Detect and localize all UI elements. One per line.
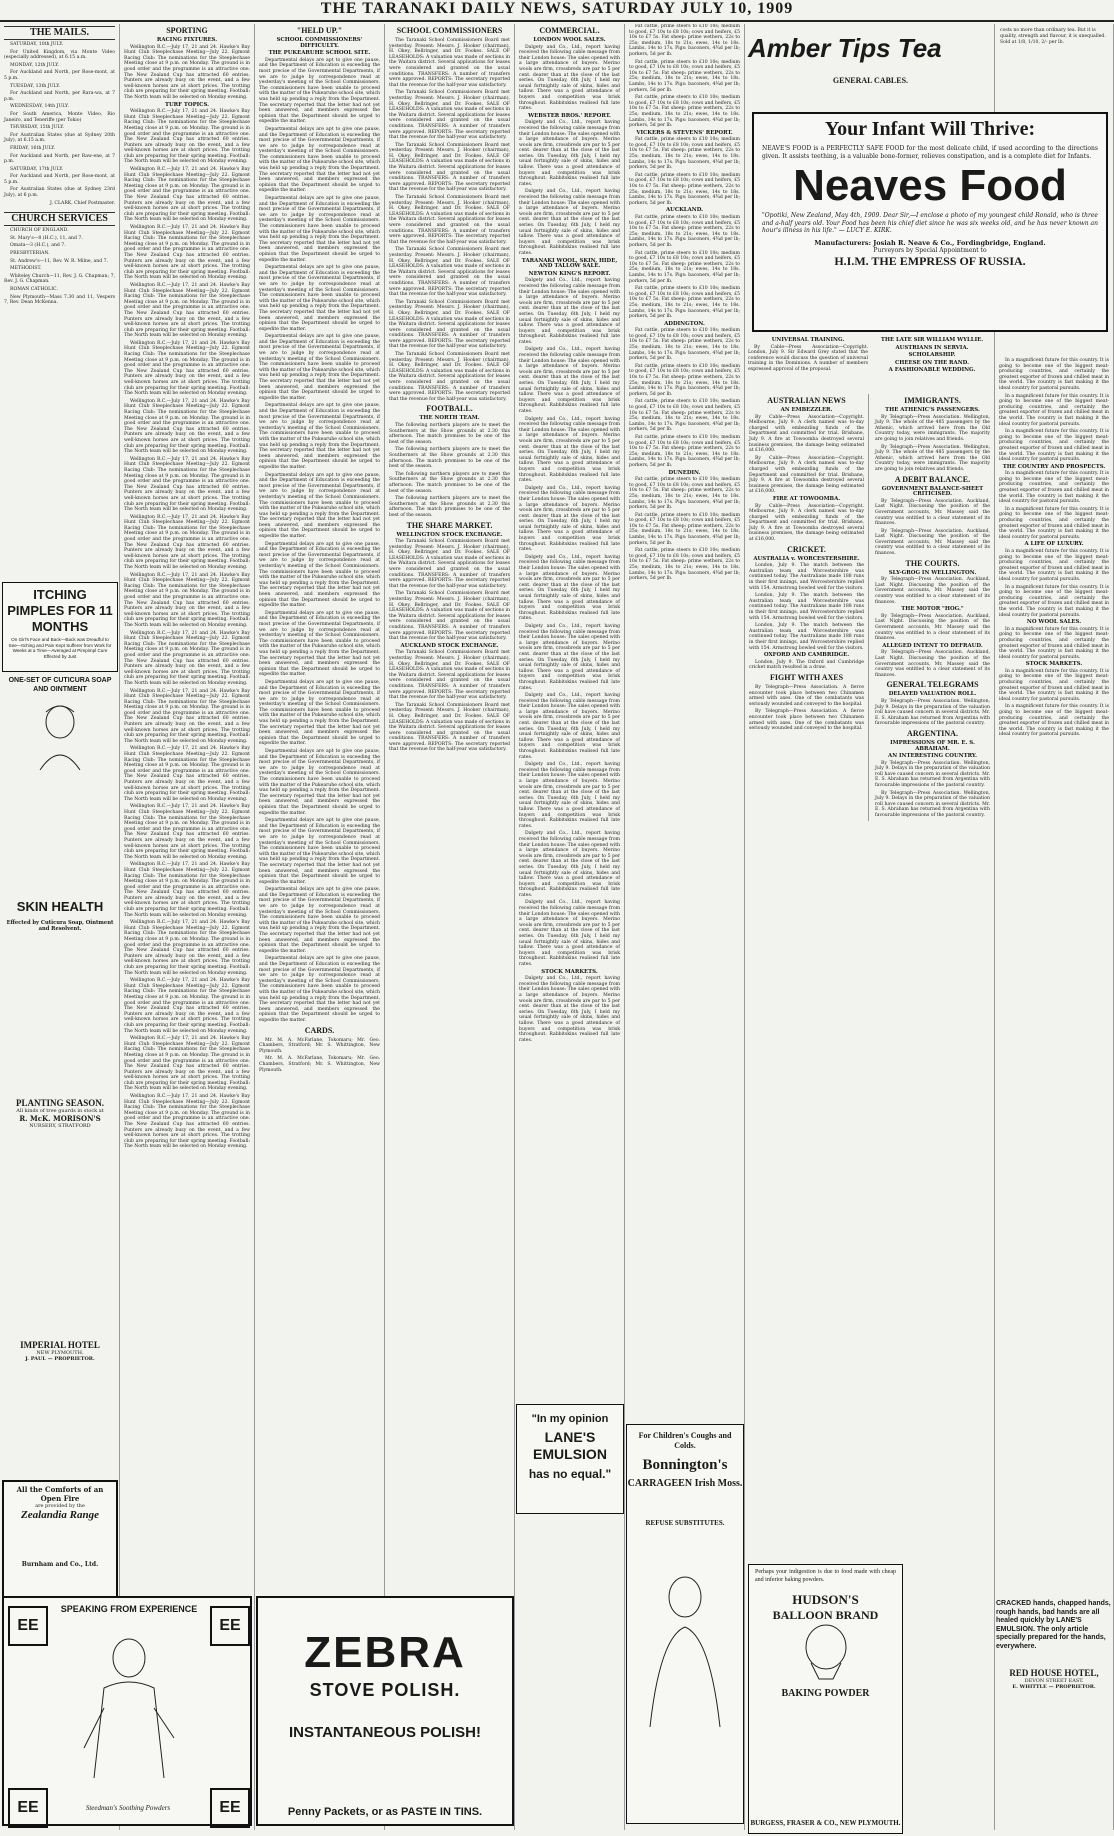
sporting-text: Wellington R.C.—July 17, 21 and 24. Hawke's Bay Hunt Club Steeplechase Meeting—July 22. Egmont Racing Club: The nominations for the Steeplechase Meeting close at 9 p.m. on Monday. The ground is in good order and the programme is an attractive one. The New Zealand Cup has attracted 60 entries. Punters are already busy on the event, and a few well-known horses are at short prices. The trotting club are preparing for their spring meeting. Football: The North team will be selected on Monday evening. <box>124 862 250 918</box>
cables-text: By Cable—Press Association—Copyright. London, July 9. Sir Edward Grey stated that the conference would discuss the question of universal training in the Dominions. A number of members expressed approval of the proposal. <box>748 344 868 372</box>
held-up-text: Departmental delays are apt to give one pause, and the Department of Education is exceeding the most precise of the Governmental Departments, if we are to judge by correspondence read at yesterday's meeting of the School Commissioners. The commissioners have been unable to proceed with the matter of the Pukearuhe school site, which was held up pending a reply from the Department. The secretary reported that the letter had not yet been answered, and members expressed the opinion that the Department should be urged to expedite the matter. <box>259 818 380 885</box>
prices-text: Fat cattle, prime steers to £10 10s; medium to good, £7 10s to £8 10s; cows and heifers, £5 10s to £7 5s. Fat sheep: prime wethers, 22s to 25s; medium, 18s to 21s; ewes, 14s to 18s. Lambs, 14s to 17s. Pigs: baconers, 4¾d per lb; porkers, 5d per lb. <box>629 172 740 206</box>
share-market-heading: THE SHARE MARKET. <box>406 520 493 530</box>
held-up-text: Departmental delays are apt to give one pause, and the Department of Education is exceeding the most precise of the Governmental Departments, if we are to judge by correspondence read at yesterday's meeting of the School Commissioners. The commissioners have been unable to proceed with the matter of the Pukearuhe school site, which was held up pending a reply from the Department. The secretary reported that the letter had not yet been answered, and members expressed the opinion that the Department should be urged to expedite the matter. <box>259 334 380 401</box>
mails-entry: WEDNESDAY, 14th JULY. <box>10 104 69 110</box>
football-text: The following northern players are to meet the Southerners at the Show grounds at 2.30 this afternoon. The match promises to be one of the best of the season. <box>389 423 510 445</box>
sporting-text: Wellington R.C.—July 17, 21 and 24. Hawke's Bay Hunt Club Steeplechase Meeting—July 22. Egmont Racing Club: The nominations for the Steeplechase Meeting close at 9 p.m. on Monday. The ground is in good order and the programme is an attractive one. The New Zealand Cup has attracted 60 entries. Punters are already busy on the event, and a few well-known horses are at short prices. The trotting club are preparing for their spring meeting. Football: The North team will be selected on Monday evening. <box>124 109 250 165</box>
zebra-line2: INSTANTANEOUS POLISH! <box>289 1724 481 1741</box>
woman-illustration <box>640 1567 730 1727</box>
share-text: The Taranaki School Commissioners Board met yesterday. Present: Messrs. J. Hooker (chairman), H. Okey, Bellringer, and Dr. Fookes. SALE OF LEASEHOLDS: A valuation was made of sections in the Waitara district. Several applications for leases were considered and granted on the usual conditions. TRANSFERS: A number of transfers were approved. REPORTS: The secretary reported that the revenue for the half-year was satisfactory. <box>389 650 510 701</box>
mails-entry: For Auckland and North, per Rose-mont, at 5 p.m. <box>4 70 115 81</box>
share-text: The Taranaki School Commissioners Board met yesterday. Present: Messrs. J. Hooker (chairman), H. Okey, Bellringer, and Dr. Fookes. SALE OF LEASEHOLDS: A valuation was made of sections in the Waitara district. Several applications for leases were considered and granted on the usual conditions. TRANSFERS: A number of transfers were approved. REPORTS: The secretary reported that the revenue for the half-year was satisfactory. <box>389 702 510 753</box>
held-up-text: Departmental delays are apt to give one pause, and the Department of Education is exceeding the most precise of the Governmental Departments, if we are to judge by correspondence read at yesterday's meeting of the School Commissioners. The commissioners have been unable to proceed with the matter of the Pukearuhe school site, which was held up pending a reply from the Department. The secretary reported that the letter had not yet been answered, and members expressed the opinion that the Department should be urged to expedite the matter. <box>259 887 380 954</box>
imperial-title: IMPERIAL HOTEL <box>20 1340 100 1350</box>
cricket-text: London, July 9. The match between the Australian team and Worcestershire was continued today. The Australians made 188 runs in their first innings, and Worcestershire replied with 154. Armstrong bowled well for the visitors. <box>749 593 864 621</box>
school-text: The Taranaki School Commissioners Board met yesterday. Present: Messrs. J. Hooker (chairman), H. Okey, Bellringer, and Dr. Fookes. SALE OF LEASEHOLDS: A valuation was made of sections in the Waitara district. Several applications for leases were considered and granted on the usual conditions. TRANSFERS: A number of transfers were approved. REPORTS: The secretary reported that the revenue for the half-year was satisfactory. <box>389 195 510 245</box>
held-up-subheading-2: THE PUKEARUHE SCHOOL SITE. <box>268 50 371 57</box>
cables-right <box>872 336 992 375</box>
sporting-text: Wellington R.C.—July 17, 21 and 24. Hawke's Bay Hunt Club Steeplechase Meeting—July 22. Egmont Racing Club: The nominations for the Steeplechase Meeting close at 9 p.m. on Monday. The ground is in good order and the programme is an attractive one. The New Zealand Cup has attracted 60 entries. Punters are already busy on the event, and a few well-known horses are at short prices. The trotting club are preparing for their spring meeting. Football: The North team will be selected on Monday evening. <box>124 225 250 281</box>
mails-entry: For Australian States (due at Sydney 23rd July), at 6 p.m. <box>4 187 115 199</box>
hudson-agents: BURGESS, FRASER & CO., NEW PLYMOUTH. <box>750 1819 901 1827</box>
wedding-heading: A FASHIONABLE WEDDING. <box>888 367 976 374</box>
commercial-text: Dalgety and Co., Ltd., report having received the following cable message from their London house: The sales opened with a large attendance of buyers. Merino wools are firm, crossbreds are par to 5 per cent. dearer than at the close of the last series. On Tuesday, 6th July, I held my usual fortnightly sale of skins, hides and tallow. There was a good attendance of buyers and competition was brisk throughout. Rabbitskins realised full late rates. <box>519 120 620 187</box>
courts-text: By Telegraph—Press Association. Auckland, Last Night. Discussing the position of the Government accounts, Mr. Massey said the country was entitled to a clear statement of its finances. <box>875 613 990 642</box>
ee-logo-bottom-left: EE <box>8 1788 48 1828</box>
no-wool-sales-heading: NO WOOL SALES. <box>1026 619 1082 626</box>
mails-entry: For Auckland and North, per Rose-mont, at 5 p.m. <box>4 174 115 185</box>
prices-text: Fat cattle, prime steers to £10 10s; medium to good, £7 10s to £8 10s; cows and heifers, £5 10s to £7 5s. Fat sheep: prime wethers, 22s to 25s; medium, 18s to 21s; ewes, 14s to 18s. Lambs, 14s to 17s. Pigs: baconers, 4¾d per lb; porkers, 5d per lb. <box>629 59 740 93</box>
hudson-brand3: BAKING POWDER <box>781 1688 870 1699</box>
share-text: The Taranaki School Commissioners Board met yesterday. Present: Messrs. J. Hooker (chairman), H. Okey, Bellringer, and Dr. Fookes. SALE OF LEASEHOLDS: A valuation was made of sections in the Waitara district. Several applications for leases were considered and granted on the usual conditions. TRANSFERS: A number of transfers were approved. REPORTS: The secretary reported that the revenue for the half-year was satisfactory. <box>389 539 510 589</box>
newton-king-heading: NEWTON KING'S REPORT. <box>528 270 611 277</box>
oxford-text: London, July 9. The Oxford and Cambridge cricket match resulted in a draw. <box>749 659 864 671</box>
football-text: The following northern players are to meet the Southerners at the Show grounds at 2.30 this afternoon. The match promises to be one of the best of the season. <box>389 496 510 518</box>
hudson-brand1: HUDSON'S <box>792 1592 859 1607</box>
red-house-title: RED HOUSE HOTEL, <box>1009 1668 1099 1678</box>
sporting-text: Wellington R.C.—July 17, 21 and 24. Hawke's Bay Hunt Club Steeplechase Meeting—July 22. Egmont Racing Club: The nominations for the Steeplechase Meeting close at 9 p.m. on Monday. The ground is in good order and the programme is an attractive one. The New Zealand Cup has attracted 60 entries. Punters are already busy on the event, and a few well-known horses are at short prices. The trotting club are preparing for their spring meeting. Football: The North team will be selected on Monday evening. <box>124 688 250 744</box>
zealandia-title: All the Comforts of an Open Fire <box>16 1485 104 1503</box>
sporting-heading: SPORTING <box>166 26 208 35</box>
neaves-royal-pre: Purveyors by Special Appointment to <box>873 246 987 254</box>
mails-entry: FRIDAY, 16th JULY. <box>10 145 56 151</box>
prices-text: Fat cattle, prime steers to £10 10s; medium to good, £7 10s to £8 10s; cows and heifers, £5 10s to £7 5s. Fat sheep: prime wethers, 22s to 25s; medium, 18s to 21s; ewes, 14s to 18s. Lambs, 14s to 17s. Pigs: baconers, 4¾d per lb; porkers, 5d per lb. <box>629 477 740 511</box>
doctor-illustration <box>74 1628 184 1778</box>
courts-text: By Telegraph—Press Association. Auckland, Last Night. Discussing the position of the Government accounts, Mr. Massey said the country was entitled to a clear statement of its finances. <box>875 650 990 678</box>
school-heading: SCHOOL COMMISSIONERS <box>396 26 503 35</box>
prices-text: Fat cattle, prime steers to £10 10s; medium to good, £7 10s to £8 10s; cows and heifers, £5 10s to £7 5s. Fat sheep: prime wethers, 22s to 25s; medium, 18s to 21s; ewes, 14s to 18s. Lambs, 14s to 17s. Pigs: baconers, 4¾d per lb; porkers, 5d per lb. <box>629 363 740 397</box>
prices-text: Fat cattle, prime steers to £10 10s; medium to good, £7 10s to £8 10s; cows and heifers, £5 10s to £7 5s. Fat sheep: prime wethers, 22s to 25s; medium, 18s to 21s; ewes, 14s to 18s. Lambs, 14s to 17s. Pigs: baconers, 4¾d per lb; porkers, 5d per lb. <box>629 24 740 57</box>
zealandia-sub: are provided by the <box>35 1503 85 1509</box>
right-text: In a magnificent future for this country. It is going to become one of the biggest meat-producing countries, and certainly the greatest exporter of frozen and chilled meat in the world. The country is fast making it the ideal country for pastoral pursuits. <box>999 549 1109 582</box>
held-up-text: Departmental delays are apt to give one pause, and the Department of Education is exceeding the most precise of the Governmental Departments, if we are to judge by correspondence read at yesterday's meeting of the School Commissioners. The commissioners have been unable to proceed with the matter of the Pukearuhe school site, which was held up pending a reply from the Department. The secretary reported that the letter had not yet been answered, and members expressed the opinion that the Department should be urged to expedite the matter. <box>259 57 380 125</box>
bonnington-refuse: REFUSE SUBSTITUTES. <box>645 1519 725 1527</box>
debit-heading: A DEBIT BALANCE. <box>894 474 971 484</box>
balloon-icon <box>791 1623 861 1683</box>
church-entry: Whiteley Church—11, Rev. J. G. Chapman; 7, Rev. J. G. Chapman. <box>4 273 115 285</box>
school-text: The Taranaki School Commissioners Board met yesterday. Present: Messrs. J. Hooker (chairman), H. Okey, Bellringer, and Dr. Fookes. SALE OF LEASEHOLDS: A valuation was made of sections in the Waitara district. Several applications for leases were considered and granted on the usual conditions. TRANSFERS: A number of transfers were approved. REPORTS: The secretary reported that the revenue for the half-year was satisfactory. <box>389 38 510 88</box>
school-text: The Taranaki School Commissioners Board met yesterday. Present: Messrs. J. Hooker (chairman), H. Okey, Bellringer, and Dr. Fookes. SALE OF LEASEHOLDS: A valuation was made of sections in the Waitara district. Several applications for leases were considered and granted on the usual conditions. TRANSFERS: A number of transfers were approved. REPORTS: The secretary reported that the revenue for the half-year was satisfactory. <box>389 299 510 350</box>
neaves-headline: Your Infant Will Thrive: <box>824 118 1036 140</box>
held-up-text: Departmental delays are apt to give one pause, and the Department of Education is exceeding the most precise of the Governmental Departments, if we are to judge by correspondence read at yesterday's meeting of the School Commissioners. The commissioners have been unable to proceed with the matter of the Pukearuhe school site, which was held up pending a reply from the Department. The secretary reported that the letter had not yet been answered, and members expressed the opinion that the Department should be urged to expedite the matter. <box>259 749 380 816</box>
right-text: In a magnificent future for this country. It is going to become one of the biggest meat-producing countries, and certainly the greatest exporter of frozen and chilled meat in the world. The country is fast making it the ideal country for pastoral pursuits. <box>999 704 1109 738</box>
athenic-heading: THE ATHENIC'S PASSENGERS. <box>885 407 980 413</box>
football-text: The following northern players are to meet the Southerners at the Show grounds at 2.30 this afternoon. The match promises to be one of the best of the season. <box>389 447 510 470</box>
right-text: In a magnificent future for this country. It is going to become one of the biggest meat-producing countries, and certainly the greatest exporter of frozen and chilled meat in the world. The country is fast making it the ideal country for pastoral pursuits. <box>999 358 1109 391</box>
lane-quote: "In my opinion <box>531 1413 609 1425</box>
mails-entry: THURSDAY, 15th JULY. <box>10 125 65 131</box>
commercial-text: Dalgety and Co., Ltd., report having received the following cable message from their London house: The sales opened with a large attendance of buyers. Merino wools are firm, crossbreds are par to 5 per cent. dearer than at the close of the last series. On Tuesday, 6th July, I held my usual fortnightly sale of skins, hides and tallow. There was a good attendance of buyers and competition was brisk throughout. Rabbitskins realised full late rates. <box>519 44 620 112</box>
sporting-text: Wellington R.C.—July 17, 21 and 24. Hawke's Bay Hunt Club Steeplechase Meeting—July 22. Egmont Racing Club: The nominations for the Steeplechase Meeting close at 9 p.m. on Monday. The ground is in good order and the programme is an attractive one. The New Zealand Cup has attracted 60 entries. Punters are already busy on the event, and a few well-known horses are at short prices. The trotting club are preparing for their spring meeting. Football: The North team will be selected on Monday evening. <box>124 978 250 1034</box>
argentina-subheading: IMPRESSIONS OF MR. E. S. ABRAHAM. <box>890 739 975 752</box>
valuation-roll-heading: DELAYED VALUATION ROLL. <box>888 691 977 698</box>
imperial-hotel-ad <box>2 1340 118 1470</box>
sporting-text: Wellington R.C.—July 17, 21 and 24. Hawke's Bay Hunt Club Steeplechase Meeting—July 22. Egmont Racing Club: The nominations for the Steeplechase Meeting close at 9 p.m. on Monday. The ground is in good order and the programme is an attractive one. The New Zealand Cup has attracted 60 entries. Punters are already busy on the event, and a few well-known horses are at short prices. The trotting club are preparing for their spring meeting. Football: The North team will be selected on Monday evening. <box>124 456 250 513</box>
turf-topics-heading: TURF TOPICS. <box>164 101 210 108</box>
ee-logo-right: EE <box>210 1606 250 1646</box>
commercial-text: Dalgety and Co., Ltd., report having received the following cable message from their London house: The sales opened with a large attendance of buyers. Merino wools are firm, crossbreds are par to 5 per cent. dearer than at the close of the last series. On Tuesday, 6th July, I held my usual fortnightly sale of skins, hides and tallow. There was a good attendance of buyers and competition was brisk throughout. Rabbitskins realised full late rates. <box>519 831 620 898</box>
church-entry: ROMAN CATHOLIC. <box>10 287 58 292</box>
column-sporting <box>120 24 255 1830</box>
church-entry: New Plymouth—Mass 7.30 and 11, Vespers 7, Rev. Dean McKenna. <box>4 294 115 306</box>
immigrants-text: By Telegraph—Press Association. Wellington, July 9. The whole of the 485 passengers by the Athenic, which arrived here from the Old Country today, were immigrants. The majority are going to join relatives and friends. <box>875 414 990 442</box>
cracked-hands-ad: CRACKED hands, chapped hands, rough hands, bad hands are all healed quickly by LANE'S EMULSION. The only article specially prepared for the hands, everywhere. <box>996 1600 1111 1650</box>
commercial-heading: COMMERCIAL. <box>539 26 600 35</box>
red-house-sub: DEVON STREET EAST. <box>1024 1678 1084 1684</box>
mails-entry: SATURDAY, 10th JULY. <box>10 42 64 47</box>
fight-text: By Telegraph—Press Association. A fierce encounter took place between two Chinamen armed with axes. One of the combatants was seriously wounded and conveyed to the hospital. <box>749 684 864 707</box>
neaves-brand: Neaves Food <box>793 161 1067 210</box>
held-up-text: Departmental delays are apt to give one pause, and the Department of Education is exceeding the most precise of the Governmental Departments, if we are to judge by correspondence read at yesterday's meeting of the School Commissioners. The commissioners have been unable to proceed with the matter of the Pukearuhe school site, which was held up pending a reply from the Department. The secretary reported that the letter had not yet been answered, and members expressed the opinion that the Department should be urged to expedite the matter. <box>259 679 380 747</box>
held-up-heading: "HELD UP." <box>296 26 343 35</box>
held-up-text: Departmental delays are apt to give one pause, and the Department of Education is exceeding the most precise of the Governmental Departments, if we are to judge by correspondence read at yesterday's meeting of the School Commissioners. The commissioners have been unable to proceed with the matter of the Pukearuhe school site, which was held up pending a reply from the Department. The secretary reported that the letter had not yet been answered, and members expressed the opinion that the Department should be urged to expedite the matter. <box>259 265 380 332</box>
skin-health-sub: Effected by Cuticura Soap, Ointment and Resolvent. <box>6 920 114 932</box>
football-text: The following northern players are to meet the Southerners at the Show grounds at 2.30 this afternoon. The match promises to be one of the best of the season. <box>389 471 510 494</box>
commercial-text: Dalgety and Co., Ltd., report having received the following cable message from their London house: The sales opened with a large attendance of buyers. Merino wools are firm, crossbreds are par to 5 per cent. dearer than at the close of the last series. On Tuesday, 6th July, I held my usual fortnightly sale of skins, hides and tallow. There was a good attendance of buyers and competition was brisk throughout. Rabbitskins realised full late rates. <box>519 623 620 691</box>
sporting-text: Wellington R.C.—July 17, 21 and 24. Hawke's Bay Hunt Club Steeplechase Meeting—July 22. Egmont Racing Club: The nominations for the Steeplechase Meeting close at 9 p.m. on Monday. The ground is in good order and the programme is an attractive one. The New Zealand Cup has attracted 60 entries. Punters are already busy on the event, and a few well-known horses are at short prices. The trotting club are preparing for their spring meeting. Football: The North team will be selected on Monday evening. <box>124 167 250 223</box>
australian-text: By Cable—Press Association—Copyright. Melbourne, July 9. A clerk named was to-day charged with embezzling funds of the Department and committed for trial. Brisbane, July 9. A fire at Towoomba destroyed several business premises, the damage being estimated at £16,000. <box>749 414 864 454</box>
commercial-text: Dalgety and Co., Ltd., report having received the following cable message from their London house: The sales opened with a large attendance of buyers. Merino wools are firm, crossbreds are par to 5 per cent. dearer than at the close of the last series. On Tuesday, 6th July, I held my usual fortnightly sale of skins, hides and tallow. There was a good attendance of buyers and competition was brisk throughout. Rabbitskins realised full late rates. <box>519 554 620 622</box>
sporting-text: Wellington R.C.—July 17, 21 and 24. Hawke's Bay Hunt Club Steeplechase Meeting—July 22. Egmont Racing Club: The nominations for the Steeplechase Meeting close at 9 p.m. on Monday. The ground is in good order and the programme is an attractive one. The New Zealand Cup has attracted 60 entries. Punters are already busy on the event, and a few well-known horses are at short prices. The trotting club are preparing for their spring meeting. Football: The North team will be selected on Monday evening. <box>124 572 250 628</box>
wyllie-heading: THE LATE SIR WILLIAM WYLLIE. <box>880 337 984 343</box>
prices-text: Fat cattle, prime steers to £10 10s; medium to good, £7 10s to £8 10s; cows and heifers, £5 10s to £7 5s. Fat sheep: prime wethers, 22s to 25s; medium, 18s to 21s; ewes, 14s to 18s. Lambs, 14s to 17s. Pigs: baconers, 4¾d per lb; porkers, 5d per lb. <box>629 286 740 320</box>
right-text: In a magnificent future for this country. It is going to become one of the biggest meat-producing countries, and certainly the greatest exporter of frozen and chilled meat in the world. The country is fast making it the ideal country for pastoral pursuits. <box>999 393 1109 427</box>
bonnington-sub: CARRAGEEN Irish Moss. <box>627 1478 743 1489</box>
immigrants-heading: IMMIGRANTS. <box>904 396 961 405</box>
right-text: In a magnificent future for this country. It is going to become one of the biggest meat-producing countries, and certainly the greatest exporter of frozen and chilled meat in the world. The country is fast making it the ideal country for pastoral pursuits. <box>999 506 1109 540</box>
morison-name: R. McK. MORISON'S <box>19 1114 101 1123</box>
wool-sales-heading: LONDON WOOL SALES. <box>533 37 606 43</box>
country-prospects-heading: THE COUNTRY AND PROSPECTS. <box>1002 463 1106 470</box>
immigrants-text: By Telegraph—Press Association. Wellington, July 9. The whole of the 485 passengers by the Athenic, which arrived here from the Old Country today, were immigrants. The majority are going to join relatives and friends. <box>875 444 990 472</box>
sporting-text: Wellington R.C.—July 17, 21 and 24. Hawke's Bay Hunt Club Steeplechase Meeting—July 22. Egmont Racing Club: The nominations for the Steeplechase Meeting close at 9 p.m. on Monday. The ground is in good order and the programme is an attractive one. The New Zealand Cup has attracted 60 entries. Punters are already busy on the event, and a few well-known horses are at short prices. The trotting club are preparing for their spring meeting. Football: The North team will be selected on Monday evening. <box>124 398 250 455</box>
itching-title: ITCHING PIMPLES FOR 11 MONTHS <box>7 587 113 634</box>
sporting-text: Wellington R.C.—July 17, 21 and 24. Hawke's Bay Hunt Club Steeplechase Meeting—July 22. Egmont Racing Club: The nominations for the Steeplechase Meeting close at 9 p.m. on Monday. The ground is in good order and the programme is an attractive one. The New Zealand Cup has attracted 60 entries. Punters are already busy on the event, and a few well-known horses are at short prices. The trotting club are preparing for their spring meeting. Football: The North team will be selected on Monday evening. <box>124 1036 250 1092</box>
sporting-text: Wellington R.C.—July 17, 21 and 24. Hawke's Bay Hunt Club Steeplechase Meeting—July 22. Egmont Racing Club: The nominations for the Steeplechase Meeting close at 9 p.m. on Monday. The ground is in good order and the programme is an attractive one. The New Zealand Cup has attracted 60 entries. Punters are already busy on the event, and a few well-known horses are at short prices. The trotting club are preparing for their spring meeting. Football: The North team will be selected on Monday evening. <box>124 920 250 976</box>
church-entry: PRESBYTERIAN. <box>10 251 50 257</box>
australian-text: By Cable—Press Association—Copyright. Melbourne, July 9. A clerk named was to-day charged with embezzling funds of the Department and committed for trial. Brisbane, July 9. A fire at Towoomba destroyed several business premises, the damage being estimated at £16,000. <box>749 503 864 543</box>
sporting-text: Wellington R.C.—July 17, 21 and 24. Hawke's Bay Hunt Club Steeplechase Meeting—July 22. Egmont Racing Club: The nominations for the Steeplechase Meeting close at 9 p.m. on Monday. The ground is in good order and the programme is an attractive one. The New Zealand Cup has attracted 60 entries. Punters are already busy on the event, and a few well-known horses are at short prices. The trotting club are preparing for their spring meeting. Football: The North team will be selected on Monday evening. <box>124 630 250 686</box>
general-cables-heading: GENERAL CABLES. <box>832 76 909 85</box>
vickers-heading: VICKERS & STEVENS' REPORT. <box>636 129 733 136</box>
cricket-heading: CRICKET. <box>787 544 826 554</box>
planting-text: All kinds of tree guards in stock at <box>16 1108 104 1114</box>
neaves-maker: Manufacturers: Josiah R. Neave & Co., Fordingbridge, England. <box>814 238 1046 247</box>
ee-title: SPEAKING FROM EXPERIENCE <box>60 1604 198 1614</box>
courts-text: By Telegraph—Press Association. Auckland, Last Night. Discussing the position of the Government accounts, Mr. Massey said the country was entitled to a clear statement of its finances. <box>875 577 990 605</box>
neaves-royal: H.I.M. THE EMPRESS OF RUSSIA. <box>834 254 1026 268</box>
mails-entry: For Australian States (due at Sydney 20th July), at 6.15 a.m. <box>4 132 115 144</box>
church-entry: Omata—3 (H.C.), and 7. <box>10 243 66 249</box>
zebra-line1: STOVE POLISH. <box>309 1680 461 1700</box>
held-up-text: Departmental delays are apt to give one pause, and the Department of Education is exceeding the most precise of the Governmental Departments, if we are to judge by correspondence read at yesterday's meeting of the School Commissioners. The commissioners have been unable to proceed with the matter of the Pukearuhe school site, which was held up pending a reply from the Department. The secretary reported that the letter had not yet been answered, and members expressed the opinion that the Department should be urged to expedite the matter. <box>259 472 380 540</box>
oxford-heading: OXFORD AND CAMBRIDGE. <box>763 652 850 659</box>
general-text: By Telegraph—Press Association. Wellington, July 9. Delays in the preparation of the valuation roll have caused concern in several districts. Mr. E. S. Abraham has returned from Argentina with favourable impressions of the pastoral country. <box>875 760 990 789</box>
lane-name: LANE'S EMULSION <box>533 1429 607 1462</box>
held-up-text: Departmental delays are apt to give one pause, and the Department of Education is exceeding the most precise of the Governmental Departments, if we are to judge by correspondence read at yesterday's meeting of the School Commissioners. The commissioners have been unable to proceed with the matter of the Pukearuhe school site, which was held up pending a reply from the Department. The secretary reported that the letter had not yet been answered, and members expressed the opinion that the Department should be urged to expedite the matter. <box>259 956 380 1023</box>
lanes-emulsion-ad <box>516 1404 624 1514</box>
share-text: The Taranaki School Commissioners Board met yesterday. Present: Messrs. J. Hooker (chairman), H. Okey, Bellringer, and Dr. Fookes. SALE OF LEASEHOLDS: A valuation was made of sections in the Waitara district. Several applications for leases were considered and granted on the usual conditions. TRANSFERS: A number of transfers were approved. REPORTS: The secretary reported that the revenue for the half-year was satisfactory. <box>389 591 510 642</box>
column-commercial <box>515 24 625 1830</box>
prices-text: Fat cattle, prime steers to £10 10s; medium to good, £7 10s to £8 10s; cows and heifers, £5 10s to £7 5s. Fat sheep: prime wethers, 22s to 25s; medium, 18s to 21s; ewes, 14s to 18s. Lambs, 14s to 17s. Pigs: baconers, 4¾d per lb; porkers, 5d per lb. <box>629 512 740 546</box>
argentina-subheading-2: AN INTERESTING COUNTRY. <box>888 753 977 760</box>
column-school-commissioners <box>385 24 515 1830</box>
zebra-stove-polish-ad <box>256 1596 514 1826</box>
red-house-prop: E. WHITTLE — PROPRIETOR. <box>1012 1684 1096 1690</box>
bonnington-brand: Bonnington's <box>642 1457 728 1473</box>
portrait-illustration <box>30 700 90 770</box>
australian-news-heading: AUSTRALIAN NEWS <box>767 396 846 405</box>
bonnington-top: For Children's Coughs and Colds. <box>638 1431 732 1450</box>
mails-heading: THE MAILS. <box>4 26 115 40</box>
skin-health-heading: SKIN HEALTH <box>16 899 104 914</box>
commercial-text: Dalgety and Co., Ltd., report having received the following cable message from their London house: The sales opened with a large attendance of buyers. Merino wools are firm, crossbreds are par to 5 per cent. dearer than at the close of the last series. On Tuesday, 6th July, I held my usual fortnightly sale of skins, hides and tallow. There was a good attendance of buyers and competition was brisk throughout. Rabbitskins realised full late rates. <box>519 976 620 1043</box>
commercial-text: Dalgety and Co., Ltd., report having received the following cable message from their London house: The sales opened with a large attendance of buyers. Merino wools are firm, crossbreds are par to 5 per cent. dearer than at the close of the last series. On Tuesday, 6th July, I held my usual fortnightly sale of skins, hides and tallow. There was a good attendance of buyers and competition was brisk throughout. Rabbitskins realised full late rates. <box>519 189 620 256</box>
hudsons-baking-powder-ad <box>748 1564 903 1834</box>
imperial-sub: NEW PLYMOUTH. <box>36 1350 84 1356</box>
mails-entry: For Auckland and North, per Rara-wa, at 7 p.m. <box>4 91 115 102</box>
addington-heading: ADDINGTON. <box>664 320 705 327</box>
general-telegrams-heading: GENERAL TELEGRAMS <box>886 680 979 690</box>
general-text: By Telegraph—Press Association. Wellington, July 9. Delays in the preparation of the valuation roll have caused concern in several districts. Mr. E. S. Abraham has returned from Argentina with favourable impressions of the pastoral country. <box>875 790 990 819</box>
life-of-luxury-heading: A LIFE OF LUXURY. <box>1024 541 1084 548</box>
held-up-text: Departmental delays are apt to give one pause, and the Department of Education is exceeding the most precise of the Governmental Departments, if we are to judge by correspondence read at yesterday's meeting of the School Commissioners. The commissioners have been unable to proceed with the matter of the Pukearuhe school site, which was held up pending a reply from the Department. The secretary reported that the letter had not yet been answered, and members expressed the opinion that the Department should be urged to expedite the matter. <box>259 403 380 470</box>
burnham-name: Burnham and Co., Ltd. <box>21 1561 99 1568</box>
sporting-text: Wellington R.C.—July 17, 21 and 24. Hawke's Bay Hunt Club Steeplechase Meeting—July 22. Egmont Racing Club: The nominations for the Steeplechase Meeting close at 9 p.m. on Monday. The ground is in good order and the programme is an attractive one. The New Zealand Cup has attracted 60 entries. Punters are already busy on the event, and a few well-known horses are at short prices. The trotting club are preparing for their spring meeting. Football: The North team will be selected on Monday evening. <box>124 746 250 802</box>
commercial-text: Dalgety and Co., Ltd., report having received the following cable message from their London house: The sales opened with a large attendance of buyers. Merino wools are firm, crossbreds are par to 5 per cent. dearer than at the close of the last series. On Tuesday, 6th July, I held my usual fortnightly sale of skins, hides and tallow. There was a good attendance of buyers and competition was brisk throughout. Rabbitskins realised full late rates. <box>519 485 620 553</box>
column-held-up <box>255 24 385 1830</box>
church-entry: CHURCH OF ENGLAND. <box>10 228 69 234</box>
debit-text: By Telegraph—Press Association. Auckland, Last Night. Discussing the position of the Government accounts, Mr. Massey said the country was entitled to a clear statement of its finances. <box>875 528 990 557</box>
australian-text: By Cable—Press Association—Copyright. Melbourne, July 9. A clerk named was to-day charged with embezzling funds of the Department and committed for trial. Brisbane, July 9. A fire at Towoomba destroyed several business premises, the damage being estimated at £16,000. <box>749 455 864 495</box>
sporting-text: Wellington R.C.—July 17, 21 and 24. Hawke's Bay Hunt Club Steeplechase Meeting—July 22. Egmont Racing Club: The nominations for the Steeplechase Meeting close at 9 p.m. on Monday. The ground is in good order and the programme is an attractive one. The New Zealand Cup has attracted 60 entries. Punters are already busy on the event, and a few well-known horses are at short prices. The trotting club are preparing for their spring meeting. Football: The North team will be selected on Monday evening. <box>124 1094 250 1150</box>
amber-tips-ad: Amber Tips Tea <box>748 33 942 63</box>
wellington-exchange-heading: WELLINGTON STOCK EXCHANGE. <box>396 531 503 538</box>
scholarship-heading: SCHOLARSHIP. <box>908 352 956 359</box>
cards-heading: CARDS. <box>304 1025 335 1035</box>
steedmans-ad <box>2 1596 252 1826</box>
prices-text: Fat cattle, prime steers to £10 10s; medium to good, £7 10s to £8 10s; cows and heifers, £5 10s to £7 5s. Fat sheep: prime wethers, 22s to 25s; medium, 18s to 21s; ewes, 14s to 18s. Lambs, 14s to 17s. Pigs: baconers, 4¾d per lb; porkers, 5d per lb. <box>629 215 740 248</box>
nursery-name: NURSERY, STRATFORD <box>29 1123 91 1129</box>
universal-training-heading: UNIVERSAL TRAINING. <box>771 337 845 343</box>
sly-grog-heading: SLY-GROG IN WELLINGTON. <box>888 569 977 576</box>
lane-tail: has no equal." <box>528 1467 612 1481</box>
ee-footer: Steedman's Soothing Powders <box>85 1804 171 1812</box>
fire-heading: FIRE AT TOWOOMBA. <box>772 495 841 502</box>
prices-text: Fat cattle, prime steers to £10 10s; medium to good, £7 10s to £8 10s; cows and heifers, £5 10s to £7 5s. Fat sheep: prime wethers, 22s to 25s; medium, 18s to 21s; ewes, 14s to 18s. Lambs, 14s to 17s. Pigs: baconers, 4¾d per lb; porkers, 5d per lb. <box>629 137 740 171</box>
neaves-intro: NEAVE'S FOOD is a PERFECTLY SAFE FOOD for the most delicate child, if used according to the directions given. It assists teething, is a valuable bone-former, relieves constipation, and is a complete diet for Infants. <box>762 145 1098 160</box>
dunedin-heading: DUNEDIN. <box>668 469 701 476</box>
debit-subheading: GOVERNMENT BALANCE-SHEET CRITICISED. <box>881 485 984 498</box>
commercial-text: Dalgety and Co., Ltd., report having received the following cable message from their London house: The sales opened with a large attendance of buyers. Merino wools are firm, crossbreds are par to 5 per cent. dearer than at the close of the last series. On Tuesday, 6th July, I held my usual fortnightly sale of skins, hides and tallow. There was a good attendance of buyers and competition was brisk throughout. Rabbitskins realised full late rates. <box>519 278 620 345</box>
sporting-text: Wellington R.C.—July 17, 21 and 24. Hawke's Bay Hunt Club Steeplechase Meeting—July 22. Egmont Racing Club: The nominations for the Steeplechase Meeting close at 9 p.m. on Monday. The ground is in good order and the programme is an attractive one. The New Zealand Cup has attracted 60 entries. Punters are already busy on the event, and a few well-known horses are at short prices. The trotting club are preparing for their spring meeting. Football: The North team will be selected on Monday evening. <box>124 804 250 860</box>
stock-markets-heading: STOCK MARKETS. <box>541 968 598 975</box>
prices-text: Fat cattle, prime steers to £10 10s; medium to good, £7 10s to £8 10s; cows and heifers, £5 10s to £7 5s. Fat sheep: prime wethers, 22s to 25s; medium, 18s to 21s; ewes, 14s to 18s. Lambs, 14s to 17s. Pigs: baconers, 4¾d per lb; porkers, 5d per lb. <box>629 548 740 582</box>
right-text: In a magnificent future for this country. It is going to become one of the biggest meat-producing countries, and certainly the greatest exporter of frozen and chilled meat in the world. The country is fast making it the ideal country for pastoral pursuits. <box>999 626 1109 660</box>
held-up-text: Departmental delays are apt to give one pause, and the Department of Education is exceeding the most precise of the Governmental Departments, if we are to judge by correspondence read at yesterday's meeting of the School Commissioners. The commissioners have been unable to proceed with the matter of the Pukearuhe school site, which was held up pending a reply from the Department. The secretary reported that the letter had not yet been answered, and members expressed the opinion that the Department should be urged to expedite the matter. <box>259 126 380 194</box>
general-cables-block <box>748 74 993 88</box>
hudson-brand2: BALLOON BRAND <box>772 1608 879 1622</box>
mails-signature: J. CLARK, Chief Postmaster. <box>50 200 115 206</box>
masthead: THE TARANAKI DAILY NEWS, SATURDAY JULY 10, 1909 <box>0 0 1114 22</box>
sporting-text: Wellington R.C.—July 17, 21 and 24. Hawke's Bay Hunt Club Steeplechase Meeting—July 22. Egmont Racing Club: The nominations for the Steeplechase Meeting close at 9 p.m. on Monday. The ground is in good order and the programme is an attractive one. The New Zealand Cup has attracted 60 entries. Punters are already busy on the event, and a few well-known horses are at short prices. The trotting club are preparing for their spring meeting. Football: The North team will be selected on Monday evening. <box>124 340 250 397</box>
imperial-prop: J. PAUL — PROPRIETOR. <box>25 1356 95 1362</box>
general-text: By Telegraph—Press Association. Wellington, July 9. Delays in the preparation of the valuation roll have caused concern in several districts. Mr. E. S. Abraham has returned from Argentina with favourable impressions of the pastoral country. <box>875 698 990 727</box>
cheese-heading: CHEESE ON THE RAND. <box>894 359 970 366</box>
planting-ad <box>2 1098 118 1129</box>
neaves-food-ad <box>752 112 1108 332</box>
commercial-text: Dalgety and Co., Ltd., report having received the following cable message from their London house: The sales opened with a large attendance of buyers. Merino wools are firm, crossbreds are par to 5 per cent. dearer than at the close of the last series. On Tuesday, 6th July, I held my usual fortnightly sale of skins, hides and tallow. There was a good attendance of buyers and competition was brisk throughout. Rabbitskins realised full late rates. <box>519 693 620 760</box>
cables-left <box>748 336 868 375</box>
cricket-text: London, July 9. The match between the Australian team and Worcestershire was continued today. The Australians made 188 runs in their first innings, and Worcestershire replied with 154. Armstrong bowled well for the visitors. <box>749 563 864 591</box>
debit-text: By Telegraph—Press Association. Auckland, Last Night. Discussing the position of the Government accounts, Mr. Massey said the country was entitled to a clear statement of its finances. <box>875 498 990 527</box>
sporting-text: Wellington R.C.—July 17, 21 and 24. Hawke's Bay Hunt Club Steeplechase Meeting—July 22. Egmont Racing Club: The nominations for the Steeplechase Meeting close at 9 p.m. on Monday. The ground is in good order and the programme is an attractive one. The New Zealand Cup has attracted 60 entries. Punters are already busy on the event, and a few well-known horses are at short prices. The trotting club are preparing for their spring meeting. Football: The North team will be selected on Monday evening. <box>124 44 250 100</box>
church-entry: St. Mary's—8 (H.C.), 11, and 7. <box>10 235 83 241</box>
held-up-text: Departmental delays are apt to give one pause, and the Department of Education is exceeding the most precise of the Governmental Departments, if we are to judge by correspondence read at yesterday's meeting of the School Commissioners. The commissioners have been unable to proceed with the matter of the Pukearuhe school site, which was held up pending a reply from the Department. The secretary reported that the letter had not yet been answered, and members expressed the opinion that the Department should be urged to expedite the matter. <box>259 196 380 263</box>
held-up-text: Departmental delays are apt to give one pause, and the Department of Education is exceeding the most precise of the Governmental Departments, if we are to judge by correspondence read at yesterday's meeting of the School Commissioners. The commissioners have been unable to proceed with the matter of the Pukearuhe school site, which was held up pending a reply from the Department. The secretary reported that the letter had not yet been answered, and members expressed the opinion that the Department should be urged to expedite the matter. <box>259 541 380 609</box>
commercial-text: Dalgety and Co., Ltd., report having received the following cable message from their London house: The sales opened with a large attendance of buyers. Merino wools are firm, crossbreds are par to 5 per cent. dearer than at the close of the last series. On Tuesday, 6th July, I held my usual fortnightly sale of skins, hides and tallow. There was a good attendance of buyers and competition was brisk throughout. Rabbitskins realised full late rates. <box>519 347 620 414</box>
itching-pimples-ad <box>2 582 118 672</box>
embezzler-heading: AN EMBEZZLER. <box>780 407 833 413</box>
school-text: The Taranaki School Commissioners Board met yesterday. Present: Messrs. J. Hooker (chairman), H. Okey, Bellringer, and Dr. Fookes. SALE OF LEASEHOLDS: A valuation was made of sections in the Waitara district. Several applications for leases were considered and granted on the usual conditions. TRANSFERS: A number of transfers were approved. REPORTS: The secretary reported that the revenue for the half-year was satisfactory. <box>389 352 510 402</box>
mails-entry: For United Kingdom, via Monte Video (especially addressed), at 6.15 a.m. <box>4 49 115 61</box>
zebra-line3: Penny Packets, or as PASTE IN TINS. <box>287 1806 483 1818</box>
cricket-text: London, July 9. The match between the Australian team and Worcestershire was continued today. The Australians made 188 runs in their first innings, and Worcestershire replied with 154. Armstrong bowled well for the visitors. <box>749 623 864 651</box>
church-entry: St. Andrew's—11, Rev. W. R. Milne, and 7. <box>10 258 109 264</box>
right-text: In a magnificent future for this country. It is going to become one of the biggest meat-producing countries, and certainly the greatest exporter of frozen and chilled meat in the world. The country is fast making it the ideal country for pastoral pursuits. <box>999 584 1109 618</box>
prices-text: Fat cattle, prime steers to £10 10s; medium to good, £7 10s to £8 10s; cows and heifers, £5 10s to £7 5s. Fat sheep: prime wethers, 22s to 25s; medium, 18s to 21s; ewes, 14s to 18s. Lambs, 14s to 17s. Pigs: baconers, 4¾d per lb; porkers, 5d per lb. <box>629 95 740 129</box>
itching-sub: On Girl's Face and Back—Back was Dreadful to See—Itching and Pain Kept Sufferer from Work for Weeks at a Time—Averaged at Pimpimpl Cure Effected by Just <box>8 637 112 659</box>
commercial-text: Dalgety and Co., Ltd., report having received the following cable message from their London house: The sales opened with a large attendance of buyers. Merino wools are firm, crossbreds are par to 5 per cent. dearer than at the close of the last series. On Tuesday, 6th July, I held my usual fortnightly sale of skins, hides and tallow. There was a good attendance of buyers and competition was brisk throughout. Rabbitskins realised full late rates. <box>519 762 620 829</box>
ee-logo-bottom-right: EE <box>210 1788 250 1828</box>
red-house-hotel-ad <box>996 1668 1112 1828</box>
webster-heading: WEBSTER BROS.' REPORT. <box>528 112 611 119</box>
planting-title: PLANTING SEASON. <box>15 1098 105 1108</box>
school-text: The Taranaki School Commissioners Board met yesterday. Present: Messrs. J. Hooker (chairman), H. Okey, Bellringer, and Dr. Fookes. SALE OF LEASEHOLDS: A valuation was made of sections in the Waitara district. Several applications for leases were considered and granted on the usual conditions. TRANSFERS: A number of transfers were approved. REPORTS: The secretary reported that the revenue for the half-year was satisfactory. <box>389 247 510 298</box>
ee-logo-left: EE <box>8 1606 48 1646</box>
mails-entry: SATURDAY, 17th JULY. <box>10 166 64 172</box>
servia-heading: AUSTRIANS IN SERVIA. <box>895 344 969 351</box>
school-text: The Taranaki School Commissioners Board met yesterday. Present: Messrs. J. Hooker (chairman), H. Okey, Bellringer, and Dr. Fookes. SALE OF LEASEHOLDS: A valuation was made of sections in the Waitara district. Several applications for leases were considered and granted on the usual conditions. TRANSFERS: A number of transfers were approved. REPORTS: The secretary reported that the revenue for the half-year was satisfactory. <box>389 90 510 141</box>
held-up-text: Departmental delays are apt to give one pause, and the Department of Education is exceeding the most precise of the Governmental Departments, if we are to judge by correspondence read at yesterday's meeting of the School Commissioners. The commissioners have been unable to proceed with the matter of the Pukearuhe school site, which was held up pending a reply from the Department. The secretary reported that the letter had not yet been answered, and members expressed the opinion that the Department should be urged to expedite the matter. <box>259 610 380 678</box>
zebra-brand: ZEBRA <box>304 1628 466 1677</box>
football-heading: FOOTBALL. <box>426 404 473 414</box>
motor-hog-heading: THE MOTOR "HOG." <box>901 606 964 613</box>
football-subheading: THE NORTH TEAM. <box>419 415 480 422</box>
mails-entry: For Auckland and North, per Raw-ene, at 7 p.m. <box>4 153 115 165</box>
mails-entry: For South America, Monte Video, Rio Janeiro, and Teneriffe (per Tokio) <box>4 111 115 123</box>
prices-text: Fat cattle, prime steers to £10 10s; medium to good, £7 10s to £8 10s; cows and heifers, £5 10s to £7 5s. Fat sheep: prime wethers, 22s to 25s; medium, 18s to 21s; ewes, 14s to 18s. Lambs, 14s to 17s. Pigs: baconers, 4¾d per lb; porkers, 5d per lb. <box>629 328 740 362</box>
prices-text: Fat cattle, prime steers to £10 10s; medium to good, £7 10s to £8 10s; cows and heifers, £5 10s to £7 5s. Fat sheep: prime wethers, 22s to 25s; medium, 18s to 21s; ewes, 14s to 18s. Lambs, 14s to 17s. Pigs: baconers, 4¾d per lb; porkers, 5d per lb. <box>629 399 740 433</box>
right-text: In a magnificent future for this country. It is going to become one of the biggest meat-producing countries, and certainly the greatest exporter of frozen and chilled meat in the world. The country is fast making it the ideal country for pastoral pursuits. <box>999 429 1109 463</box>
fight-heading: FIGHT WITH AXES <box>769 672 844 682</box>
auckland-heading: AUCKLAND. <box>665 207 704 214</box>
courts-heading: THE COURTS. <box>905 558 960 568</box>
held-up-subheading: SCHOOL COMMISSIONERS' DIFFICULTY. <box>276 37 363 49</box>
defraud-heading: ALLEGED INTENT TO DEFRAUD. <box>882 642 983 649</box>
prices-text: Fat cattle, prime steers to £10 10s; medium to good, £7 10s to £8 10s; cows and heifers, £5 10s to £7 5s. Fat sheep: prime wethers, 22s to 25s; medium, 18s to 21s; ewes, 14s to 18s. Lambs, 14s to 17s. Pigs: baconers, 4¾d per lb; porkers, 5d per lb. <box>629 434 740 468</box>
cuticura-heading: ONE-SET OF CUTICURA SOAP AND OINTMENT <box>8 677 112 693</box>
argentina-heading: ARGENTINA. <box>907 728 958 738</box>
cards-text: Mr. M. A. McFarlane, Tokomaru; Mr. Geo. Chambers, Stratford; Mr. S. Whittington, New Plymouth. <box>259 1056 380 1073</box>
racing-fixtures-heading: RACING FIXTURES. <box>156 37 218 43</box>
sporting-text: Wellington R.C.—July 17, 21 and 24. Hawke's Bay Hunt Club Steeplechase Meeting—July 22. Egmont Racing Club: The nominations for the Steeplechase Meeting close at 9 p.m. on Monday. The ground is in good order and the programme is an attractive one. The New Zealand Cup has attracted 60 entries. Punters are already busy on the event, and a few well-known horses are at short prices. The trotting club are preparing for their spring meeting. Football: The North team will be selected on Monday evening. <box>124 514 250 571</box>
commercial-text: Dalgety and Co., Ltd., report having received the following cable message from their London house: The sales opened with a large attendance of buyers. Merino wools are firm, crossbreds are par to 5 per cent. dearer than at the close of the last series. On Tuesday, 6th July, I held my usual fortnightly sale of skins, hides and tallow. There was a good attendance of buyers and competition was brisk throughout. Rabbitskins realised full late rates. <box>519 900 620 967</box>
right-text: In a magnificent future for this country. It is going to become one of the biggest meat-producing countries, and certainly the greatest exporter of frozen and chilled meat in the world. The country is fast making it the ideal country for pastoral pursuits. <box>999 471 1109 505</box>
commercial-text: Dalgety and Co., Ltd., report having received the following cable message from their London house: The sales opened with a large attendance of buyers. Merino wools are firm, crossbreds are par to 5 per cent. dearer than at the close of the last series. On Tuesday, 6th July, I held my usual fortnightly sale of skins, hides and tallow. There was a good attendance of buyers and competition was brisk throughout. Rabbitskins realised full late rates. <box>519 416 620 484</box>
right-text: In a magnificent future for this country. It is going to become one of the biggest meat-producing countries, and certainly the greatest exporter of frozen and chilled meat in the world. The country is fast making it the ideal country for pastoral pursuits. <box>999 668 1109 702</box>
sporting-text: Wellington R.C.—July 17, 21 and 24. Hawke's Bay Hunt Club Steeplechase Meeting—July 22. Egmont Racing Club: The nominations for the Steeplechase Meeting close at 9 p.m. on Monday. The ground is in good order and the programme is an attractive one. The New Zealand Cup has attracted 60 entries. Punters are already busy on the event, and a few well-known horses are at short prices. The trotting club are preparing for their spring meeting. Football: The North team will be selected on Monday evening. <box>124 282 250 339</box>
church-entry: METHODIST. <box>10 266 42 272</box>
stock-markets-right-heading: STOCK MARKETS. <box>1025 661 1083 668</box>
prices-text: Fat cattle, prime steers to £10 10s; medium to good, £7 10s to £8 10s; cows and heifers, £5 10s to £7 5s. Fat sheep: prime wethers, 22s to 25s; medium, 18s to 21s; ewes, 14s to 18s. Lambs, 14s to 17s. Pigs: baconers, 4¾d per lb; porkers, 5d per lb. <box>629 250 740 284</box>
auckland-exchange-heading: AUCKLAND STOCK EXCHANGE. <box>400 642 499 649</box>
zealandia-ad <box>2 1480 118 1600</box>
taranaki-wool-heading: TARANAKI WOOL, SKIN, HIDE, AND TALLOW SALE. <box>521 257 618 270</box>
mails-entry: TUESDAY, 13th JULY. <box>10 83 61 89</box>
mails-entry: MONDAY, 12th JULY. <box>10 62 60 68</box>
cards-text: Mr. M. A. McFarlane, Tokomaru; Mr. Geo. Chambers, Stratford; Mr. S. Whittington, New Plymouth. <box>259 1037 380 1054</box>
neaves-testimonial: "Opotiki, New Zealand, May 4th, 1909. Dear Sir,—I enclose a photo of my youngest child Ronald, who is three and a-half years old. Your Food has been his chief diet since he was six weeks old, and he has never known an hour's illness in his life." — LUCY E. KIRK. <box>762 212 1098 234</box>
fight-text: By Telegraph—Press Association. A fierce encounter took place between two Chinamen armed with axes. One of the combatants was seriously wounded and conveyed to the hospital. <box>749 709 864 732</box>
zealandia-brand: Zealandia Range <box>21 1509 99 1521</box>
hudson-top: Perhaps your indigestion is due to food made with cheap and inferior baking powders. <box>755 1569 896 1583</box>
school-text: The Taranaki School Commissioners Board met yesterday. Present: Messrs. J. Hooker (chairman), H. Okey, Bellringer, and Dr. Fookes. SALE OF LEASEHOLDS: A valuation was made of sections in the Waitara district. Several applications for leases were considered and granted on the usual conditions. TRANSFERS: A number of transfers were approved. REPORTS: The secretary reported that the revenue for the half-year was satisfactory. <box>389 142 510 193</box>
church-heading: CHURCH SERVICES <box>4 212 115 226</box>
amber-tips-note: costs no more than ordinary tea. But it is quality, strength and flavour, it is unequalled. Sold at 1/8, 1/10, 2/- per lb. <box>1000 28 1106 45</box>
bonningtons-ad <box>626 1424 744 1824</box>
cricket-subheading: AUSTRALIA v. WORCESTERSHIRE. <box>753 555 860 562</box>
